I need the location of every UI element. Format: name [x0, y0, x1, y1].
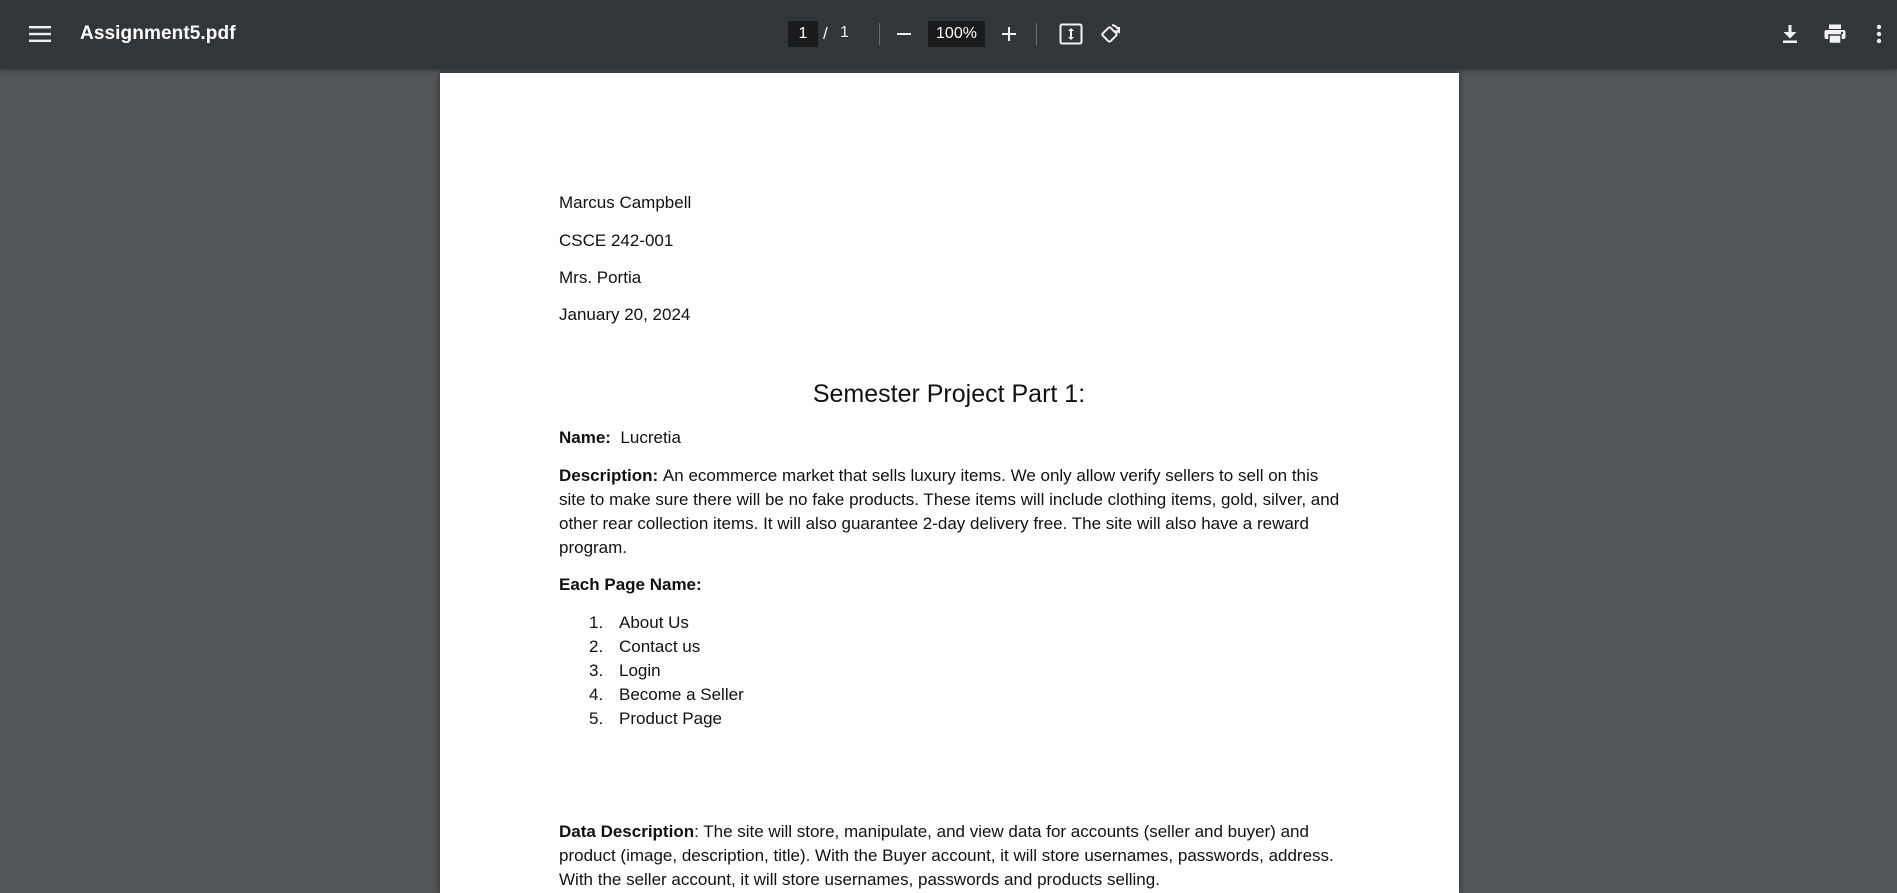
list-label: Become a Seller [619, 685, 744, 704]
document-title: Assignment5.pdf [80, 23, 236, 44]
name-value: Lucretia [620, 428, 681, 447]
list-label: Login [619, 661, 661, 680]
print-button[interactable] [1819, 17, 1851, 51]
course-code: CSCE 242-001 [559, 231, 674, 250]
name-paragraph [559, 426, 1349, 450]
pages-paragraph [559, 573, 1349, 597]
more-vertical-icon [1876, 24, 1882, 44]
print-icon [1824, 24, 1846, 44]
rotate-icon [1098, 22, 1122, 46]
more-options-button[interactable] [1866, 17, 1892, 51]
instructor-name: Mrs. Portia [559, 268, 642, 287]
zoom-level-input[interactable] [928, 21, 985, 47]
toolbar-divider [1036, 23, 1037, 45]
minus-icon [896, 26, 912, 42]
name-label: Name: [559, 428, 611, 447]
list-label: About Us [619, 613, 689, 632]
list-number: 4. [589, 685, 604, 704]
description-label: Description: [559, 466, 659, 485]
list-number: 1. [589, 613, 604, 632]
zoom-in-button[interactable] [994, 17, 1024, 51]
list-label: Product Page [619, 709, 723, 728]
list-number: 3. [589, 661, 604, 680]
plus-icon [1001, 26, 1017, 42]
download-icon [1781, 24, 1799, 44]
document-date: January 20, 2024 [559, 305, 691, 324]
page-separator: / [823, 24, 828, 43]
fit-to-page-button[interactable] [1055, 17, 1087, 51]
download-button[interactable] [1774, 17, 1806, 51]
data-description-text: : The site will store, manipulate, and view data for accounts (seller and buyer) and product (image, description, title). With the Buyer account, it will store usernames, passwords, address. With the seller account, it will store usernames, passwords and products selling. [559, 822, 1334, 889]
description-text: An ecommerce market that sells luxury items. We only allow verify sellers to sell on this site to make sure there will be no fake products. These items will include clothing items, gold, silver, and other rear collection items. It will also guarantee 2-day delivery free. The site will also have a reward program. [559, 466, 1340, 557]
total-pages: 1 [840, 24, 849, 41]
document-heading: Semester Project Part 1: [812, 380, 1086, 408]
fit-to-page-icon [1059, 23, 1083, 45]
pdf-toolbar [0, 0, 1897, 69]
data-description-paragraph [559, 820, 1349, 892]
data-description-label: Data Description [559, 822, 695, 841]
rotate-button[interactable] [1094, 17, 1126, 51]
toolbar-divider [879, 23, 880, 45]
list-label: Contact us [619, 637, 701, 656]
list-number: 2. [589, 637, 604, 656]
description-paragraph [559, 464, 1349, 560]
page-number-input[interactable] [788, 21, 818, 47]
author-name: Marcus Campbell [559, 193, 692, 212]
list-number: 5. [589, 709, 604, 728]
pdf-page [440, 73, 1459, 893]
zoom-out-button[interactable] [889, 17, 919, 51]
pages-label: Each Page Name: [559, 575, 702, 594]
hamburger-menu-icon[interactable] [22, 16, 58, 52]
